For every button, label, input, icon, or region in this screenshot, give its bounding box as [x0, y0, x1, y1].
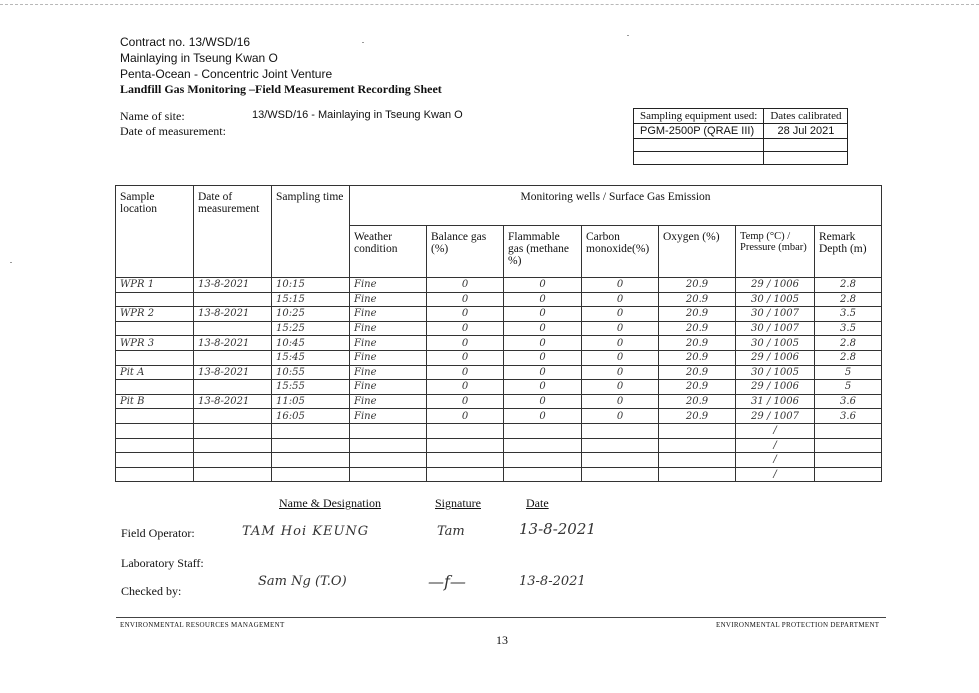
remark-depth-cell — [815, 438, 882, 453]
signature-heading: Signature — [435, 496, 481, 510]
flammable-gas-cell — [504, 438, 582, 453]
sample-location-cell — [116, 292, 194, 307]
site-name-label: Name of site: — [120, 109, 185, 123]
field-operator-date: 13-8-2021 — [519, 520, 596, 538]
remark-depth-cell: 3.6 — [815, 394, 882, 409]
measurement-date-cell — [194, 321, 272, 336]
sampling-time-cell: 15:15 — [272, 292, 350, 307]
sampling-time-cell: 16:05 — [272, 409, 350, 424]
measurement-date-cell: 13-8-2021 — [194, 278, 272, 293]
sampling-time-cell: 10:45 — [272, 336, 350, 351]
flammable-gas-cell: 0 — [504, 409, 582, 424]
temp-pressure-cell: 29 / 1007 — [736, 409, 815, 424]
sample-location-cell — [116, 453, 194, 468]
remark-depth-cell: 3.6 — [815, 409, 882, 424]
carbon-monoxide-cell: 0 — [582, 350, 659, 365]
carbon-monoxide-cell: 0 — [582, 394, 659, 409]
carbon-monoxide-cell — [582, 423, 659, 438]
remark-depth-cell: 2.8 — [815, 350, 882, 365]
oxygen-cell: 20.9 — [659, 350, 736, 365]
sheet-title: Landfill Gas Monitoring –Field Measurement Recording Sheet — [120, 82, 442, 96]
weather-cell: Fine — [350, 409, 427, 424]
header-balance-gas: Balance gas (%) — [427, 226, 504, 278]
temp-pressure-cell: / — [736, 438, 815, 453]
header-flammable-gas: Flammable gas (methane %) — [504, 226, 582, 278]
laboratory-staff-label: Laboratory Staff: — [121, 556, 204, 570]
checked-by-label: Checked by: — [121, 584, 182, 598]
oxygen-cell: 20.9 — [659, 292, 736, 307]
sample-location-cell — [116, 321, 194, 336]
equipment-table — [633, 108, 848, 165]
oxygen-cell: 20.9 — [659, 336, 736, 351]
carbon-monoxide-cell: 0 — [582, 336, 659, 351]
weather-cell: Fine — [350, 292, 427, 307]
table-row — [116, 278, 882, 293]
measurement-date-cell: 13-8-2021 — [194, 336, 272, 351]
oxygen-cell: 20.9 — [659, 307, 736, 322]
calibration-date-cell — [764, 139, 848, 152]
flammable-gas-cell: 0 — [504, 350, 582, 365]
measurement-date-cell — [194, 409, 272, 424]
oxygen-cell — [659, 438, 736, 453]
header-carbon-monoxide: Carbon monoxide(%) — [582, 226, 659, 278]
header-weather: Weather condition — [350, 226, 427, 278]
project-name: Mainlaying in Tseung Kwan O — [120, 51, 278, 65]
measurement-date-cell: 13-8-2021 — [194, 394, 272, 409]
calibration-date-cell: 28 Jul 2021 — [764, 124, 848, 139]
checked-by-date: 13-8-2021 — [519, 574, 586, 589]
balance-gas-cell: 0 — [427, 278, 504, 293]
measurement-date-cell — [194, 453, 272, 468]
header-date: Date of measurement — [194, 186, 272, 278]
temp-pressure-cell: 30 / 1005 — [736, 365, 815, 380]
measurement-date-cell — [194, 438, 272, 453]
remark-depth-cell: 5 — [815, 380, 882, 395]
flammable-gas-cell: 0 — [504, 380, 582, 395]
table-row — [116, 365, 882, 380]
sampling-time-cell: 15:45 — [272, 350, 350, 365]
field-operator-signature: Tam — [437, 524, 465, 539]
sample-location-cell: Pit B — [116, 394, 194, 409]
measurement-date-cell: 13-8-2021 — [194, 307, 272, 322]
weather-cell: Fine — [350, 365, 427, 380]
temp-pressure-cell: / — [736, 453, 815, 468]
balance-gas-cell: 0 — [427, 394, 504, 409]
remark-depth-cell — [815, 453, 882, 468]
remark-depth-cell — [815, 467, 882, 482]
checked-by-signature: —f— — [428, 572, 466, 591]
remark-depth-cell: 5 — [815, 365, 882, 380]
sampling-time-cell — [272, 438, 350, 453]
sample-location-cell — [116, 409, 194, 424]
sampling-time-cell — [272, 467, 350, 482]
carbon-monoxide-cell — [582, 438, 659, 453]
field-operator-name: TAM Hoi KEUNG — [242, 524, 370, 539]
sample-location-cell: WPR 3 — [116, 336, 194, 351]
flammable-gas-cell: 0 — [504, 292, 582, 307]
measurement-date-cell — [194, 292, 272, 307]
flammable-gas-cell — [504, 467, 582, 482]
oxygen-cell: 20.9 — [659, 321, 736, 336]
remark-depth-cell: 3.5 — [815, 307, 882, 322]
carbon-monoxide-cell: 0 — [582, 307, 659, 322]
table-row — [116, 321, 882, 336]
carbon-monoxide-cell: 0 — [582, 278, 659, 293]
carbon-monoxide-cell — [582, 467, 659, 482]
balance-gas-cell — [427, 453, 504, 468]
sample-location-cell: WPR 1 — [116, 278, 194, 293]
oxygen-cell: 20.9 — [659, 365, 736, 380]
weather-cell: Fine — [350, 307, 427, 322]
balance-gas-cell: 0 — [427, 336, 504, 351]
flammable-gas-cell — [504, 453, 582, 468]
header-remark-depth: Remark Depth (m) — [815, 226, 882, 278]
equipment-cell — [634, 152, 764, 165]
table-row — [116, 380, 882, 395]
equipment-cell: PGM-2500P (QRAE III) — [634, 124, 764, 139]
sample-location-cell: Pit A — [116, 365, 194, 380]
balance-gas-cell: 0 — [427, 307, 504, 322]
sampling-time-cell: 15:55 — [272, 380, 350, 395]
oxygen-cell: 20.9 — [659, 278, 736, 293]
flammable-gas-cell — [504, 423, 582, 438]
carbon-monoxide-cell — [582, 453, 659, 468]
weather-cell: Fine — [350, 321, 427, 336]
sampling-time-cell: 10:55 — [272, 365, 350, 380]
calibration-date-cell — [764, 152, 848, 165]
flammable-gas-cell: 0 — [504, 365, 582, 380]
oxygen-cell: 20.9 — [659, 394, 736, 409]
table-row — [116, 467, 882, 482]
weather-cell — [350, 438, 427, 453]
oxygen-cell — [659, 467, 736, 482]
balance-gas-cell — [427, 467, 504, 482]
weather-cell: Fine — [350, 350, 427, 365]
header-oxygen: Oxygen (%) — [659, 226, 736, 278]
temp-pressure-cell: 31 / 1006 — [736, 394, 815, 409]
weather-cell — [350, 423, 427, 438]
table-row — [116, 409, 882, 424]
table-body — [116, 278, 882, 482]
weather-cell: Fine — [350, 380, 427, 395]
oxygen-cell — [659, 453, 736, 468]
date-heading: Date — [526, 496, 549, 510]
carbon-monoxide-cell: 0 — [582, 409, 659, 424]
contract-number: Contract no. 13/WSD/16 — [120, 35, 251, 49]
balance-gas-cell: 0 — [427, 321, 504, 336]
carbon-monoxide-cell: 0 — [582, 321, 659, 336]
temp-pressure-cell: 30 / 1007 — [736, 321, 815, 336]
temp-pressure-cell: 30 / 1007 — [736, 307, 815, 322]
calibration-header: Dates calibrated — [764, 109, 848, 124]
table-row — [116, 307, 882, 322]
header-monitoring-group: Monitoring wells / Surface Gas Emission — [350, 186, 882, 226]
carbon-monoxide-cell: 0 — [582, 365, 659, 380]
header-temp-pressure: Temp (°C) / Pressure (mbar) — [736, 226, 815, 278]
sample-location-cell — [116, 423, 194, 438]
sampling-time-cell — [272, 423, 350, 438]
sample-location-cell: WPR 2 — [116, 307, 194, 322]
remark-depth-cell: 2.8 — [815, 278, 882, 293]
monitoring-table — [115, 185, 882, 482]
table-row — [116, 350, 882, 365]
balance-gas-cell — [427, 438, 504, 453]
measurement-date-cell — [194, 467, 272, 482]
footer-left: ENVIRONMENTAL RESOURCES MANAGEMENT — [120, 621, 285, 629]
measurement-date-label: Date of measurement: — [120, 124, 226, 138]
flammable-gas-cell: 0 — [504, 307, 582, 322]
weather-cell: Fine — [350, 278, 427, 293]
sampling-time-cell: 10:25 — [272, 307, 350, 322]
weather-cell — [350, 467, 427, 482]
carbon-monoxide-cell: 0 — [582, 292, 659, 307]
table-row — [116, 438, 882, 453]
measurement-date-cell — [194, 423, 272, 438]
weather-cell — [350, 453, 427, 468]
weather-cell: Fine — [350, 336, 427, 351]
contractor-name: Penta-Ocean - Concentric Joint Venture — [120, 67, 333, 81]
oxygen-cell: 20.9 — [659, 380, 736, 395]
checked-by-name: Sam Ng (T.O) — [258, 574, 347, 589]
name-designation-heading: Name & Designation — [279, 496, 381, 510]
scan-speck — [10, 262, 12, 263]
remark-depth-cell — [815, 423, 882, 438]
balance-gas-cell: 0 — [427, 292, 504, 307]
sampling-time-cell: 10:15 — [272, 278, 350, 293]
temp-pressure-cell: 29 / 1006 — [736, 350, 815, 365]
table-row — [116, 453, 882, 468]
flammable-gas-cell: 0 — [504, 321, 582, 336]
sample-location-cell — [116, 467, 194, 482]
temp-pressure-cell: 29 / 1006 — [736, 380, 815, 395]
oxygen-cell: 20.9 — [659, 409, 736, 424]
equipment-header: Sampling equipment used: — [634, 109, 764, 124]
scan-speck — [362, 42, 364, 43]
equipment-cell — [634, 139, 764, 152]
flammable-gas-cell: 0 — [504, 336, 582, 351]
temp-pressure-cell: 30 / 1005 — [736, 336, 815, 351]
header-time: Sampling time — [272, 186, 350, 278]
measurement-date-cell: 13-8-2021 — [194, 365, 272, 380]
flammable-gas-cell: 0 — [504, 278, 582, 293]
remark-depth-cell: 2.8 — [815, 292, 882, 307]
footer-rule — [116, 617, 886, 618]
scan-speck — [627, 35, 629, 36]
field-operator-label: Field Operator: — [121, 526, 195, 540]
site-name-value: 13/WSD/16 - Mainlaying in Tseung Kwan O — [252, 109, 463, 121]
temp-pressure-cell: 29 / 1006 — [736, 278, 815, 293]
measurement-date-cell — [194, 380, 272, 395]
footer-right: ENVIRONMENTAL PROTECTION DEPARTMENT — [716, 621, 880, 629]
balance-gas-cell: 0 — [427, 350, 504, 365]
balance-gas-cell: 0 — [427, 409, 504, 424]
sampling-time-cell: 11:05 — [272, 394, 350, 409]
sample-location-cell — [116, 380, 194, 395]
table-row — [116, 336, 882, 351]
temp-pressure-cell: / — [736, 467, 815, 482]
table-row — [116, 292, 882, 307]
oxygen-cell — [659, 423, 736, 438]
temp-pressure-cell: 30 / 1005 — [736, 292, 815, 307]
table-row — [116, 394, 882, 409]
top-dashed-border — [0, 4, 979, 5]
balance-gas-cell — [427, 423, 504, 438]
measurement-date-cell — [194, 350, 272, 365]
header-sample-location: Sample location — [116, 186, 194, 278]
temp-pressure-cell: / — [736, 423, 815, 438]
weather-cell: Fine — [350, 394, 427, 409]
sampling-time-cell — [272, 453, 350, 468]
flammable-gas-cell: 0 — [504, 394, 582, 409]
sampling-time-cell: 15:25 — [272, 321, 350, 336]
sample-location-cell — [116, 438, 194, 453]
remark-depth-cell: 2.8 — [815, 336, 882, 351]
carbon-monoxide-cell: 0 — [582, 380, 659, 395]
remark-depth-cell: 3.5 — [815, 321, 882, 336]
page-number: 13 — [496, 633, 508, 647]
balance-gas-cell: 0 — [427, 380, 504, 395]
sample-location-cell — [116, 350, 194, 365]
table-row — [116, 423, 882, 438]
balance-gas-cell: 0 — [427, 365, 504, 380]
